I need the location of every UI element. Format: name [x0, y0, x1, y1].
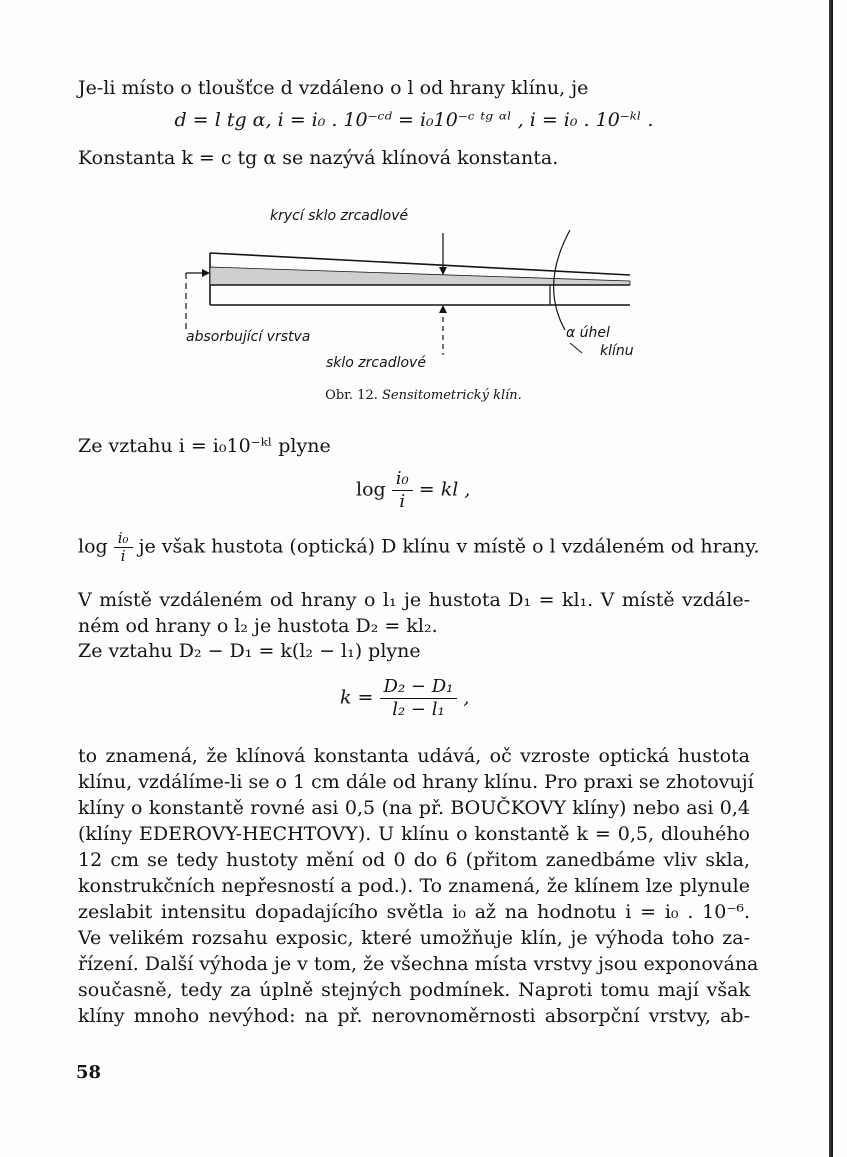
text-line-21: klíny mnoho nevýhod: na př. nerovnoměrnosti absorpční vrstvy, ab-	[78, 1005, 750, 1027]
text-line-19: řízení. Další výhoda je v tom, že všechna místa vrstvy jsou exponována	[78, 953, 759, 975]
text-line-1: Je-li místo o tloušťce d vzdáleno o l od hrany klínu, je	[78, 77, 589, 99]
text-line-11: to znamená, že klínová konstanta udává, oč vzroste optická hustota	[78, 745, 750, 767]
log-word: log	[78, 535, 108, 558]
text-line-8: ném od hrany o l₂ je hustota D₂ = kl₂.	[78, 615, 438, 637]
fraction-d-over-l	[380, 676, 458, 721]
label-absorbing-layer: absorbující vrstva	[186, 329, 311, 345]
equation-comma: ,	[463, 686, 470, 709]
absorbing-layer	[210, 267, 630, 285]
label-angle: α úhel	[566, 325, 610, 341]
text-line-vztah: Ze vztahu i = i₀10⁻ᵏˡ plyne	[78, 435, 331, 457]
equation-log-kl	[356, 468, 470, 513]
fraction-denominator: l₂ − l₁	[392, 699, 445, 720]
fraction-numerator: i₀	[114, 530, 133, 548]
hustota-text: je však hustota (optická) D klínu v místě o l vzdáleném od hrany.	[138, 535, 760, 558]
text-line-17: zeslabit intensitu dopadajícího světla i₀ až na hodnotu i = i₀ . 10⁻⁶.	[78, 901, 750, 923]
text-line-18: Ve velikém rozsahu exposic, které umožňuje klín, je výhoda toho za-	[78, 927, 750, 949]
bottom-pointer-arrow	[439, 305, 447, 313]
angle-leader	[570, 343, 582, 353]
k-equals: k =	[340, 686, 374, 709]
text-line-13: klíny o konstantě rovné asi 0,5 (na př. BOUČKOVY klíny) nebo asi 0,4	[78, 797, 750, 819]
log-word: log	[356, 478, 386, 501]
text-line-konstanta: Konstanta k = c tg α se nazývá klínová konstanta.	[78, 147, 559, 169]
fraction-denominator: i	[120, 547, 126, 565]
page-edge-shadow	[829, 0, 833, 1157]
label-cover-glass: krycí sklo zrcadlové	[270, 208, 409, 224]
text-line-hustota	[78, 529, 760, 565]
caption-prefix: Obr. 12.	[325, 388, 378, 403]
text-line-7: V místě vzdáleném od hrany o l₁ je hustota D₁ = kl₁. V místě vzdále-	[78, 589, 750, 611]
fraction-i0-over-i	[392, 468, 413, 513]
page-number: 58	[76, 1062, 102, 1083]
text-line-15: 12 cm se tedy hustoty mění od 0 do 6 (přitom zanedbáme vliv skla,	[78, 849, 750, 871]
text-line-16: konstrukčních nepřesností a pod.). To znamená, že klínem lze plynule	[78, 875, 750, 897]
text-line-20: současně, tedy za úplně stejných podmínek. Naproti tomu mají však	[78, 979, 750, 1001]
equation-rhs: = kl ,	[418, 478, 471, 501]
caption-title: Sensitometrický klín.	[382, 388, 522, 403]
label-angle-2: klínu	[600, 343, 634, 359]
fraction-numerator: D₂ − D₁	[380, 676, 458, 699]
label-mirror-glass: sklo zrcadlové	[326, 355, 426, 371]
top-pointer-arrow	[439, 267, 447, 275]
left-pointer-arrow	[202, 269, 210, 277]
text-line-9: Ze vztahu D₂ − D₁ = k(l₂ − l₁) plyne	[78, 640, 421, 662]
fraction-denominator: i	[399, 491, 406, 512]
figure-caption	[0, 388, 847, 403]
fraction-numerator: i₀	[392, 468, 413, 491]
equation-k	[340, 676, 469, 721]
text-line-14: (klíny EDEROVY-HECHTOVY). U klínu o konstantě k = 0,5, dlouhého	[78, 823, 750, 845]
equation-line-1: d = l tg α, i = i₀ . 10⁻ᶜᵈ = i₀10⁻ᶜ ᵗᵍ ᵅˡ , i = i₀ . 10⁻ᵏˡ .	[174, 109, 654, 131]
fraction-i0-over-i-inline	[114, 530, 133, 565]
text-line-12: klínu, vzdálíme-li se o 1 cm dále od hrany klínu. Pro praxi se zhotovují	[78, 771, 754, 793]
